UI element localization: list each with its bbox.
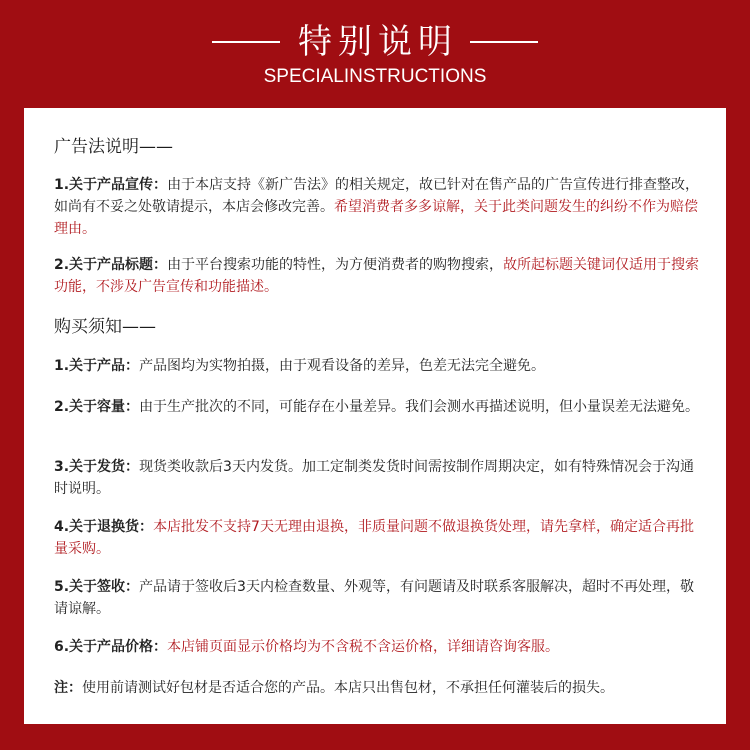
header-banner [0, 0, 750, 108]
item-label: 1.关于产品： [54, 358, 140, 374]
title-row [0, 20, 750, 64]
item-text: 现货类收款后3天内发货。加工定制类发货时间需按制作周期决定，如有特殊情况会于沟通时说明。 [54, 459, 694, 497]
item-text: 由于平台搜索功能的特性，为方便消费者的购物搜索， [167, 257, 504, 273]
ad-law-heading: 广告法说明—— [54, 137, 173, 157]
item-label: 5.关于签收： [54, 579, 140, 595]
title-left-rule [212, 41, 280, 43]
item-text: 由于本店支持《新广告法》的相关规定，故已针对在售产品的广告宣传进行排查整改，如尚有不妥之处敬请提示，本店会修改完善。 [54, 177, 700, 215]
ad-law-item-1 [54, 174, 704, 240]
purchase-item-2 [54, 396, 704, 418]
purchase-item-4 [54, 516, 704, 560]
purchase-item-3 [54, 456, 704, 500]
title-right-rule [470, 41, 538, 43]
item-text-highlight: 故所起标题关键词仅适用于搜索功能，不涉及广告宣传和功能描述。 [54, 257, 700, 295]
item-text-highlight: 本店批发不支持7天无理由退换，非质量问题不做退换货处理，请先拿样，确定适合再批量采购。 [54, 519, 694, 557]
item-label: 6.关于产品价格： [54, 639, 168, 655]
item-text: 由于生产批次的不同，可能存在小量差异。我们会测水再描述说明，但小量误差无法避免。 [139, 399, 700, 415]
purchase-item-6 [54, 636, 704, 658]
note-label: 注： [54, 680, 82, 696]
item-text-highlight: 本店铺页面显示价格均为不含税不含运价格，详细请咨询客服。 [167, 639, 560, 655]
item-text: 产品请于签收后3天内检查数量、外观等，有问题请及时联系客服解决，超时不再处理，敬请谅解。 [54, 579, 694, 617]
purchase-item-1 [54, 355, 704, 377]
item-label: 3.关于发货： [54, 459, 140, 475]
page-subtitle: SPECIALINSTRUCTIONS [263, 66, 487, 87]
item-label: 2.关于产品标题： [54, 257, 168, 273]
note-paragraph [54, 677, 704, 699]
item-label: 4.关于退换货： [54, 519, 154, 535]
instructions-panel [24, 108, 726, 724]
purchase-item-5 [54, 576, 704, 620]
item-label: 1.关于产品宣传： [54, 177, 168, 193]
purchase-notice-heading: 购买须知—— [54, 317, 156, 337]
note-text: 使用前请测试好包材是否适合您的产品。本店只出售包材，不承担任何灌装后的损失。 [82, 680, 614, 696]
item-text-highlight: 希望消费者多多谅解，关于此类问题发生的纠纷不作为赔偿理由。 [54, 199, 698, 237]
ad-law-item-2 [54, 254, 704, 298]
item-label: 2.关于容量： [54, 399, 140, 415]
item-text: 产品图均为实物拍摄，由于观看设备的差异，色差无法完全避免。 [139, 358, 546, 374]
page-title: 特别说明 [298, 22, 458, 62]
